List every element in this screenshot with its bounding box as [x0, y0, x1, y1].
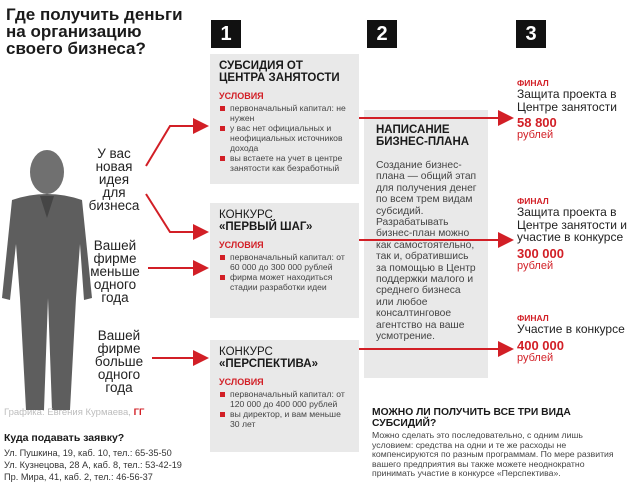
subsidy-conditions-label: УСЛОВИЯ: [219, 91, 264, 101]
final-tag: ФИНАЛ: [517, 313, 549, 323]
perspective-condition: первоначальный капитал: от 120 000 до 400 000 рублей: [219, 389, 351, 409]
first-step-condition: фирма может находиться стадии разработки идеи: [219, 272, 351, 292]
final-first-step: [517, 196, 627, 272]
credit-text: Графика: Евгения Курмаева,: [4, 407, 131, 418]
arrow-idea-to-first-step: [146, 194, 205, 232]
perspective-condition: вы директор, и вам меньше 30 лет: [219, 409, 351, 429]
final-description: Защита проекта в Центре занятости и участие в конкурсе: [517, 205, 627, 244]
final-tag: ФИНАЛ: [517, 78, 549, 88]
perspective-heading: «ПЕРСПЕКТИВА»: [219, 357, 318, 370]
final-description: Защита проекта в Центре занятости: [517, 87, 617, 114]
final-description: Участие в конкурсе: [517, 322, 625, 336]
final-amount: 400 000: [517, 337, 564, 353]
step-number-1: 1: [211, 20, 241, 48]
branch-under-one-year: Вашей фирме меньше одного года: [90, 238, 140, 305]
subsidy-condition: вы встаете на учет в центре занятости как безработный: [219, 153, 351, 173]
branch-new-idea: У вас новая идея для бизнеса: [88, 146, 140, 213]
faq-answer: Можно сделать это последовательно, с одним лишь условием: средства на одни и те же расходы не компенсируются по разным программам. По мере развития вашего предприятия вы также можете неоднократно принимать участие в конкурсе «Перспектива».: [372, 430, 614, 479]
final-tag: ФИНАЛ: [517, 196, 549, 206]
arrow-idea-to-subsidy: [146, 126, 205, 166]
first-step-conditions-label: УСЛОВИЯ: [219, 240, 264, 250]
apply-title: Куда подавать заявку?: [4, 432, 125, 444]
page-title: Где получить деньги на организацию своего бизнеса?: [6, 5, 183, 58]
graphics-credit: [4, 407, 144, 418]
final-currency: рублей: [517, 351, 554, 364]
address-item: Ул. Пушкина, 19, каб. 10, тел.: 65-35-50: [4, 448, 172, 458]
final-amount: 58 800: [517, 115, 557, 130]
final-perspective: [517, 313, 627, 364]
subsidy-condition: первоначальный капитал: не нужен: [219, 103, 351, 123]
final-amount: 300 000: [517, 245, 564, 261]
first-step-heading: «ПЕРВЫЙ ШАГ»: [219, 220, 313, 233]
subsidy-condition: у вас нет официальных и неофициальных источников дохода: [219, 123, 351, 153]
first-step-condition: первоначальный капитал: от 60 000 до 300 000 рублей: [219, 252, 351, 272]
subsidy-heading: СУБСИДИЯ ОТ ЦЕНТРА ЗАНЯТОСТИ: [219, 60, 340, 84]
address-item: Ул. Кузнецова, 28 А, каб. 8, тел.: 53-42-19: [4, 460, 182, 470]
perspective-prefix: КОНКУРС: [219, 346, 273, 358]
branch-over-one-year: Вашей фирме больше одного года: [94, 328, 144, 395]
perspective-conditions-label: УСЛОВИЯ: [219, 377, 264, 387]
final-currency: рублей: [517, 129, 554, 141]
final-currency: рублей: [517, 259, 554, 272]
business-plan-description: Создание бизнес-плана — общий этап для получения денег по всем трем видам субсидий. Разрабатывать бизнес-план можно как самостоятельно, так и, обратившись за помощью в Центр поддержки малого и среднего бизнеса или любое консалтинговое агентство на ваше усмотрение.: [376, 160, 477, 343]
address-item: Пр. Мира, 41, каб. 2, тел.: 46-56-37: [4, 472, 153, 482]
final-subsidy: [517, 78, 627, 141]
brand-logo: ГГ: [133, 407, 145, 418]
faq-question: МОЖНО ЛИ ПОЛУЧИТЬ ВСЕ ТРИ ВИДА СУБСИДИЙ?: [372, 407, 571, 429]
step-number-2: 2: [367, 20, 397, 48]
business-plan-title: НАПИСАНИЕ БИЗНЕС-ПЛАНА: [376, 124, 470, 148]
step-number-3: 3: [516, 20, 546, 48]
first-step-prefix: КОНКУРС: [219, 209, 273, 221]
